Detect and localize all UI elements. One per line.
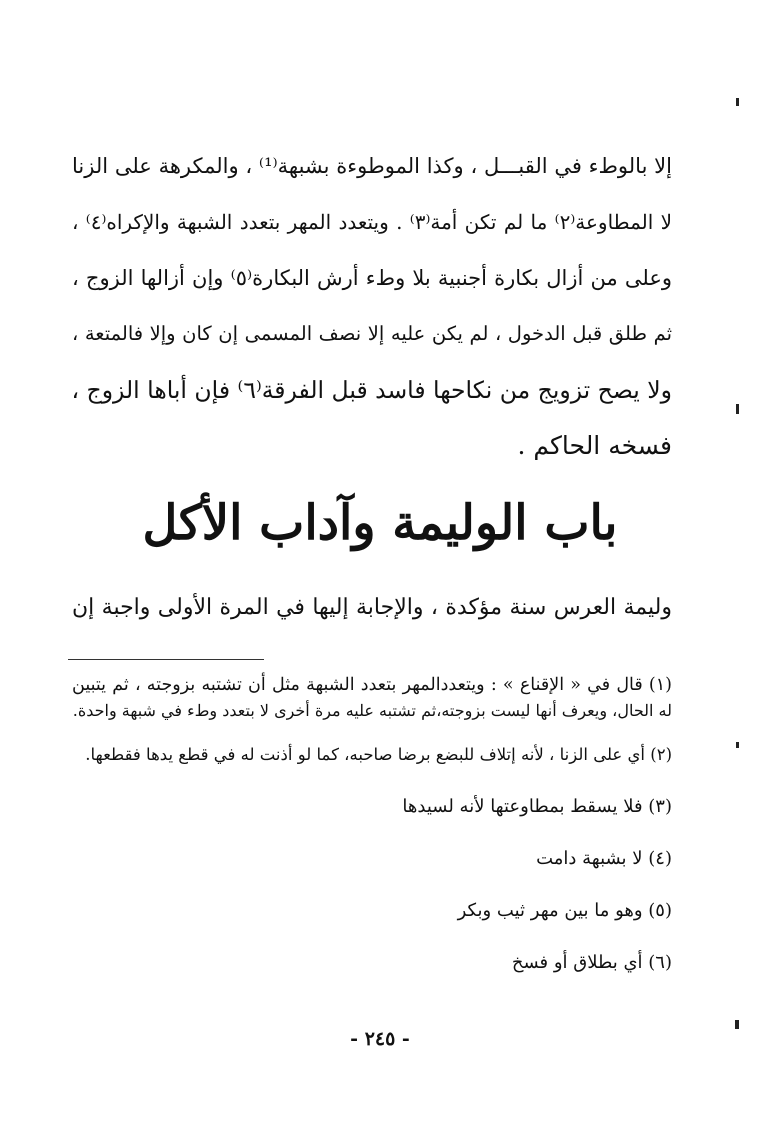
- footnote-4: (٤) لا بشبهة دامت: [536, 848, 672, 869]
- scan-mark: [736, 742, 739, 748]
- footnotes: [72, 672, 672, 976]
- scan-mark: [735, 1020, 739, 1029]
- footnote-1-line-2: له الحال، ويعرف أنها ليست بزوجته،ثم تشتبه عليه مرة أخرى لا بتعدد وطء في شبهة واحدة.: [72, 701, 672, 720]
- footnote-5: (٥) وهو ما بين مهر ثيب وبكر: [457, 900, 672, 921]
- chapter-first-line: وليمة العرس سنة مؤكدة ، والإجابة إليها في المرة الأولى واجبة إن: [72, 595, 672, 620]
- footnote-6: (٦) أي بطلاق أو فسخ: [511, 952, 672, 973]
- footnote-3: (٣) فلا يسقط بمطاوعتها لأنه لسيدها: [402, 796, 672, 817]
- chapter-title: باب الوليمة وآداب الأكل: [142, 495, 618, 551]
- footnote-separator: [68, 659, 264, 660]
- text-line-3: وعلى من أزال بكارة أجنبية بلا وطء أرش البكارة⁽٥⁾ وإن أزالها الزوج ،: [72, 266, 672, 290]
- footnote-2: (٢) أي على الزنا ، لأنه إتلاف للبضع برضا صاحبه، كما لو أذنت له في قطع يدها فقطعها.: [85, 745, 672, 764]
- text-line-2: لا المطاوعة⁽٢⁾ ما لم تكن أمة⁽٣⁾ . ويتعدد المهر بتعدد الشبهة والإكراه⁽٤⁾ ،: [72, 210, 673, 234]
- text-line-4: ثم طلق قبل الدخول ، لم يكن عليه إلا نصف المسمى إن كان وإلا فالمتعة ،: [72, 322, 672, 345]
- footnote-1-line-1: (١) قال في « الإقناع » : ويتعددالمهر بتعدد الشبهة مثل أن تشتبه بزوجته ، ثم يتبين: [72, 675, 672, 695]
- scan-mark: [736, 98, 739, 106]
- main-text: [72, 138, 672, 474]
- text-line-5: ولا يصح تزويج من نكاحها فاسد قبل الفرقة⁽٦⁾ فإن أباها الزوج ،: [71, 376, 672, 404]
- page-number: - ٢٤٥ -: [350, 1028, 410, 1050]
- scan-mark: [736, 404, 739, 414]
- text-line-1: إلا بالوطء في القبـــل ، وكذا الموطوءة بشبهة⁽¹⁾ ، والمكرهة على الزنا: [72, 154, 672, 178]
- text-line-6: فسخه الحاكم .: [517, 431, 672, 460]
